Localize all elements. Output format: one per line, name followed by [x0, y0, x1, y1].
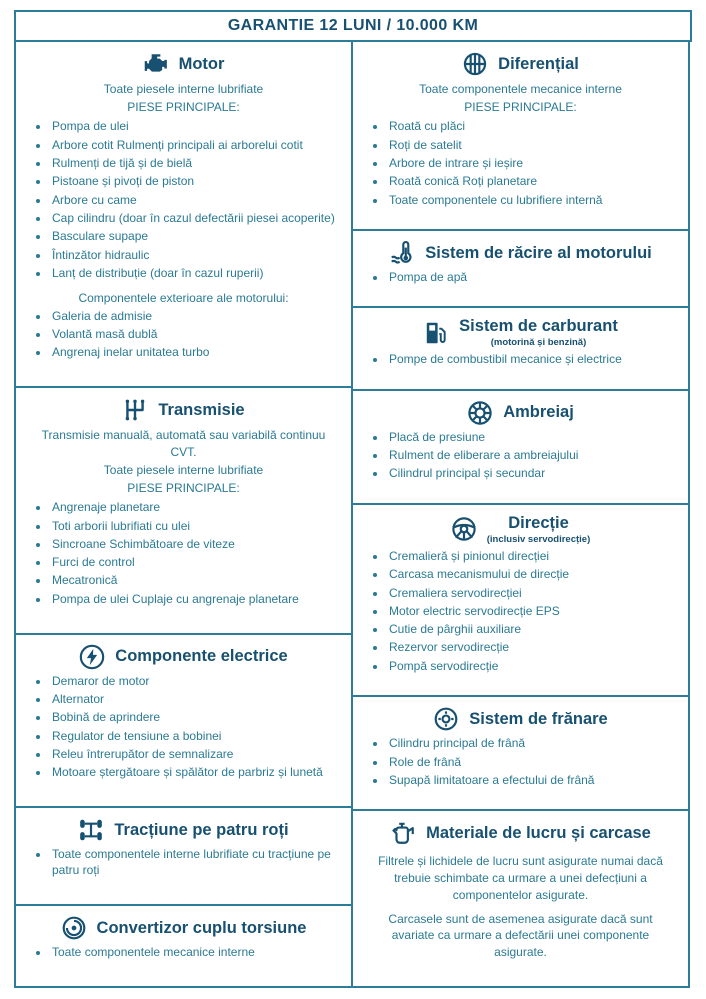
columns: [14, 40, 692, 988]
right-column: [351, 40, 690, 988]
bullet-list: [26, 945, 341, 961]
bullet-item: • Galeria de admisie: [50, 309, 341, 325]
bullet-item: • Sincroane Schimbătoare de viteze: [50, 537, 341, 553]
intro-text: PIESE PRINCIPALE:: [127, 480, 240, 495]
section-title: Ambreiaj: [503, 403, 574, 422]
section-directie: [351, 503, 690, 697]
intro-text: Toate componentele mecanice interne: [419, 82, 622, 96]
section-title-wrap: [498, 55, 579, 74]
section-header: [363, 706, 678, 732]
intro-text: Toate piesele interne lubrifiate: [103, 462, 264, 477]
section-title-wrap: [426, 824, 651, 843]
bullet-item: • Arbore cu came: [50, 193, 341, 209]
section-title-wrap: [503, 403, 574, 422]
bullet-item: • Placă de presiune: [387, 430, 678, 446]
section-header: [363, 240, 678, 266]
bullet-item: • Role de frână: [387, 755, 678, 771]
section-title-wrap: [97, 919, 307, 938]
clutch-icon: [467, 400, 493, 426]
intro-text: PIESE PRINCIPALE:: [464, 100, 577, 115]
bullet-item: • Toate componentele interne lubrifiate cu tracțiune pe patru roți: [50, 847, 341, 879]
bullet-list: [363, 352, 678, 368]
bullet-item: • Angrenaje planetare: [50, 500, 341, 516]
bullet-list: [363, 430, 678, 482]
bullet-list: [26, 674, 341, 781]
bullet-item: • Volantă masă dublă: [50, 327, 341, 343]
gearbox-icon: [122, 397, 148, 423]
bullet-item: • Alternator: [50, 692, 341, 708]
section-materiale-de-lucru-si-carcase: [351, 809, 690, 988]
section-sistem-de-franare: [351, 695, 690, 811]
section-motor: [14, 40, 353, 388]
bullet-item: • Motor electric servodirecție EPS: [387, 604, 678, 620]
paragraph: Carcasele sunt de asemenea asigurate dacă sunt avariate ca urmare a defectării unei componente asigurate.: [388, 911, 653, 960]
section-header: [363, 820, 678, 846]
section-title: Sistem de carburant: [459, 317, 618, 336]
bullet-item: • Arbore de intrare și ieșire: [387, 156, 678, 172]
bullet-item: • Arbore cotit Rulmenți principali ai arborelui cotit: [50, 138, 341, 154]
bullet-item: • Demaror de motor: [50, 674, 341, 690]
steering-wheel-icon: [451, 516, 477, 542]
section-diferential: [351, 40, 690, 231]
intro-text: Toate piesele interne lubrifiate: [103, 82, 264, 96]
lightning-icon: [79, 644, 105, 670]
section-title-wrap: [158, 401, 244, 420]
section-title-wrap: [459, 317, 618, 348]
section-header: [26, 51, 341, 77]
bullet-item: • Basculare supape: [50, 229, 341, 245]
intro-text: Transmisie manuală, automată sau variabilă continuu CVT.: [41, 428, 326, 459]
section-subtitle: (motorină și benzină): [490, 337, 587, 349]
section-convertizor-cuplu-torsiune: [14, 904, 353, 988]
section-title-wrap: [425, 244, 652, 263]
warranty-title: GARANTIE 12 LUNI / 10.000 KM: [227, 17, 479, 34]
section-sistem-de-racire-al-motorului: [351, 229, 690, 308]
section-title: Materiale de lucru și carcase: [426, 823, 651, 842]
differential-icon: [462, 51, 488, 77]
four-wheel-drive-icon: [78, 817, 104, 843]
bullet-item: • Cap cilindru (doar în cazul defectării piesei acoperite): [50, 211, 341, 227]
bullet-item: • Furci de control: [50, 555, 341, 571]
section-ambreiaj: [351, 389, 690, 505]
section-title-wrap: [469, 710, 607, 729]
engine-icon: [143, 51, 169, 77]
bullet-item: • Toate componentele mecanice interne: [50, 945, 341, 961]
bullet-item: • Mecatronică: [50, 573, 341, 589]
section-header: [26, 915, 341, 941]
left-column: [14, 40, 353, 988]
bullet-item: • Regulator de tensiune a bobinei: [50, 729, 341, 745]
section-title-wrap: [114, 821, 288, 840]
section-transmisie: [14, 386, 353, 634]
warranty-header-box: [14, 10, 692, 42]
oil-can-icon: [390, 820, 416, 846]
bullet-item: • Roată conică Roți planetare: [387, 174, 678, 190]
bullet-item: • Cilindrul principal și secundar: [387, 466, 678, 482]
section-title: Componente electrice: [115, 647, 288, 666]
bullet-item: • Toti arborii lubrifiati cu ulei: [50, 519, 341, 535]
section-header: [26, 817, 341, 843]
bullet-item: • Cremaliera servodirecției: [387, 586, 678, 602]
bullet-item: • Angrenaj inelar unitatea turbo: [50, 345, 341, 361]
bullet-item: • Pompă servodirecție: [387, 659, 678, 675]
bullet-item: • Pompa de ulei: [50, 119, 341, 135]
bullet-item: • Lanț de distribuție (doar în cazul ruperii): [50, 266, 341, 282]
bullet-item: • Rulmenți de tijă și de bielă: [50, 156, 341, 172]
bullet-item: • Pistoane și pivoți de piston: [50, 174, 341, 190]
bullet-item: • Toate componentele cu lubrifiere internă: [387, 193, 678, 209]
bullet-list: [26, 309, 341, 361]
bullet-item: • Cilindru principal de frână: [387, 736, 678, 752]
bullet-item: • Rezervor servodirecție: [387, 640, 678, 656]
section-componente-electrice: [14, 633, 353, 809]
section-title: Diferențial: [498, 54, 579, 73]
bullet-list: [363, 549, 678, 675]
section-title: Transmisie: [158, 400, 245, 419]
bullet-item: • Pompe de combustibil mecanice și electrice: [387, 352, 678, 368]
bullet-item: • Releu întrerupător de semnalizare: [50, 747, 341, 763]
cooling-icon: [389, 240, 415, 266]
section-header: [363, 400, 678, 426]
section-title: Convertizor cuplu torsiune: [96, 918, 307, 937]
bullet-list: [26, 500, 341, 607]
bullet-list: [26, 847, 341, 879]
bullet-item: • Rulment de eliberare a ambreiajului: [387, 448, 678, 464]
section-header: [26, 397, 341, 423]
section-header: [26, 644, 341, 670]
bullet-item: • Roți de satelit: [387, 138, 678, 154]
intro-text: PIESE PRINCIPALE:: [127, 100, 240, 115]
bullet-item: • Motoare ștergătoare și spălător de parbriz și lunetă: [50, 765, 341, 781]
bullet-list: [363, 119, 678, 208]
section-sistem-de-carburant: [351, 306, 690, 390]
section-title: Sistem de răcire al motorului: [425, 243, 652, 262]
section-title: Sistem de frănare: [469, 709, 608, 728]
bullet-item: • Roată cu plăci: [387, 119, 678, 135]
bullet-item: • Supapă limitatoare a efectului de frână: [387, 773, 678, 789]
group-heading: Componentele exterioare ale motorului:: [78, 290, 289, 305]
bullet-list: [363, 736, 678, 788]
bullet-item: • Întinzător hidraulic: [50, 248, 341, 264]
fuel-pump-icon: [423, 320, 449, 346]
section-header: [363, 514, 678, 545]
bullet-list: [26, 119, 341, 281]
section-title: Direcție: [508, 513, 569, 532]
bullet-item: • Pompa de ulei Cuplaje cu angrenaje planetare: [50, 592, 341, 608]
section-title: Motor: [178, 54, 225, 73]
section-title: Tracțiune pe patru roți: [114, 820, 289, 839]
section-title-wrap: [115, 647, 287, 666]
section-title-wrap: [179, 55, 225, 74]
bullet-item: • Carcasa mecanismului de direcție: [387, 567, 678, 583]
bullet-item: • Bobină de aprindere: [50, 710, 341, 726]
section-title-wrap: [487, 514, 590, 545]
torque-converter-icon: [61, 915, 87, 941]
brake-icon: [433, 706, 459, 732]
paragraph: Filtrele și lichidele de lucru sunt asigurate numai dacă trebuie schimbate ca urmare a unei defecțiuni a componentelor asigurate.: [378, 854, 663, 902]
section-tractiune-pe-patru-roti: [14, 806, 353, 906]
bullet-item: • Cremalieră și pinionul direcției: [387, 549, 678, 565]
section-header: [363, 51, 678, 77]
bullet-list: [363, 270, 678, 286]
section-subtitle: (inclusiv servodirecție): [486, 533, 591, 545]
section-header: [363, 317, 678, 348]
bullet-item: • Pompa de apă: [387, 270, 678, 286]
bullet-item: • Cutie de pârghii auxiliare: [387, 622, 678, 638]
